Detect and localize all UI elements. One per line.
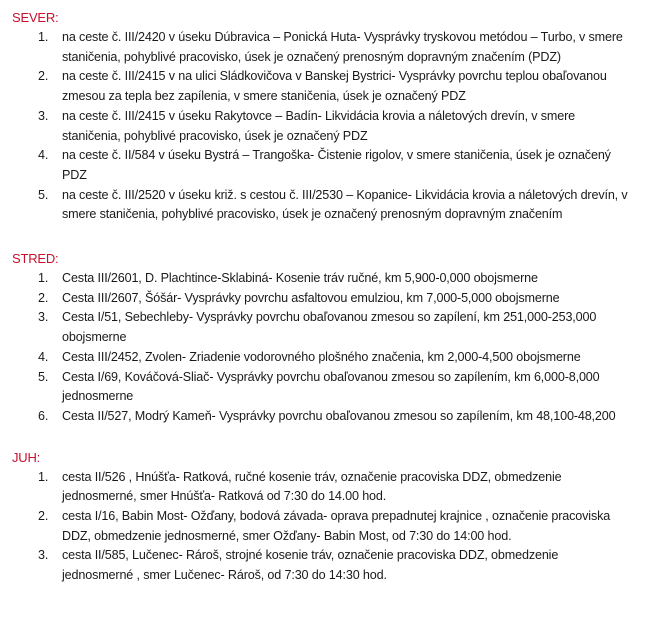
item-number: 4.: [38, 349, 49, 364]
work-list: [0, 269, 648, 427]
item-text: Cesta III/2607, Šóšár- Vysprávky povrchu asfaltovou emulziou, km 7,000-5,000 obojsmerne: [62, 290, 560, 305]
spacer: [0, 427, 648, 448]
list-item: [0, 269, 648, 289]
item-text: cesta II/585, Lučenec- Rároš, strojné kosenie tráv, označenie pracoviska DDZ, obmedzenie jednosmerné , smer Lučenec- Rároš, od 7:30 do 14:30 hod.: [62, 548, 559, 583]
list-item: [0, 348, 648, 368]
list-item: [0, 146, 648, 185]
work-list: [0, 468, 648, 586]
item-number: 1.: [38, 30, 49, 44]
list-item: [0, 308, 648, 347]
list-item: [0, 107, 648, 146]
list-item: [0, 507, 648, 546]
item-number: 3.: [38, 108, 49, 123]
list-item: [0, 28, 648, 67]
list-item: [0, 407, 648, 427]
section-stred: [0, 249, 648, 427]
item-text: cesta I/16, Babin Most- Ožďany, bodová závada- oprava prepadnutej krajnice , označenie pracoviska DDZ, obmedzenie jednosmerné, smer Ožďany- Babin Most, od 7:30 do 14:00 hod.: [62, 509, 611, 543]
item-number: 2.: [38, 69, 49, 84]
list-item: [0, 186, 648, 225]
item-text: Cesta I/69, Kováčová-Sliač- Vysprávky povrchu obaľovanou zmesou so zapílením, km 6,000-8,000 jednosmerne: [62, 369, 600, 404]
section-title: STRED:: [12, 251, 59, 267]
item-text: na ceste č. III/2415 v úseku Rakytovce – Badín- Likvidácia krovia a náletových drevín, v smere staničenia, pohyblivé pracovisko, úsek je označený PDZ: [62, 108, 575, 143]
item-text: Cesta II/527, Modrý Kameň- Vysprávky povrchu obaľovanou zmesou so zapílením, km 48,100-48,200: [62, 408, 616, 423]
item-number: 5.: [38, 187, 49, 202]
item-number: 3.: [38, 310, 49, 325]
item-text: Cesta III/2452, Zvolen- Zriadenie vodorovného plošného značenia, km 2,000-4,500 obojsmerne: [62, 349, 581, 364]
section-title: JUH:: [12, 449, 41, 465]
section-title: SEVER:: [12, 10, 59, 25]
section-sever: [0, 8, 648, 225]
item-number: 3.: [38, 548, 49, 563]
work-list: [0, 28, 648, 225]
item-text: cesta II/526 , Hnúšťa- Ratková, ručné kosenie tráv, označenie pracoviska DDZ, obmedzenie jednosmerné, smer Hnúšťa- Ratková od 7:30 do 14.00 hod.: [62, 469, 562, 504]
list-item: [0, 368, 648, 407]
item-text: na ceste č. III/2415 v na ulici Sládkovičova v Banskej Bystrici- Vysprávky povrchu teplou obaľovanou zmesou za tepla bez zapílenia, v smere staničenia, úsek je označený PDZ: [62, 69, 607, 104]
item-text: Cesta I/51, Sebechleby- Vysprávky povrchu obaľovanou zmesou so zapílení, km 251,000-253,000 obojsmerne: [62, 310, 597, 345]
item-number: 6.: [38, 408, 49, 423]
list-item: [0, 289, 648, 309]
list-item: [0, 67, 648, 106]
list-item: [0, 468, 648, 507]
item-text: na ceste č. III/2520 v úseku križ. s cestou č. III/2530 – Kopanice- Likvidácia krovia a náletových drevín, v smere staničenia, pohyblivé pracovisko, úsek je označený prenosným dopravným značením: [62, 187, 628, 222]
item-text: na ceste č. III/2420 v úseku Dúbravica – Ponická Huta- Vysprávky tryskovou metódou – Turbo, v smere staničenia, pohyblivé pracovisko, úsek je označený prenosným dopravným značením (PDZ): [62, 30, 623, 64]
item-number: 5.: [38, 369, 49, 384]
item-number: 1.: [38, 271, 49, 286]
item-number: 1.: [38, 469, 49, 484]
item-text: na ceste č. II/584 v úseku Bystrá – Trangoška- Čistenie rigolov, v smere staničenia, úsek je označený PDZ: [62, 148, 611, 182]
section-juh: [0, 448, 648, 586]
item-number: 2.: [38, 509, 49, 524]
list-item: [0, 546, 648, 585]
item-text: Cesta III/2601, D. Plachtince-Sklabiná- Kosenie tráv ručné, km 5,900-0,000 obojsmerne: [62, 271, 538, 286]
spacer: [0, 225, 648, 249]
item-number: 2.: [38, 290, 49, 305]
item-number: 4.: [38, 148, 49, 163]
